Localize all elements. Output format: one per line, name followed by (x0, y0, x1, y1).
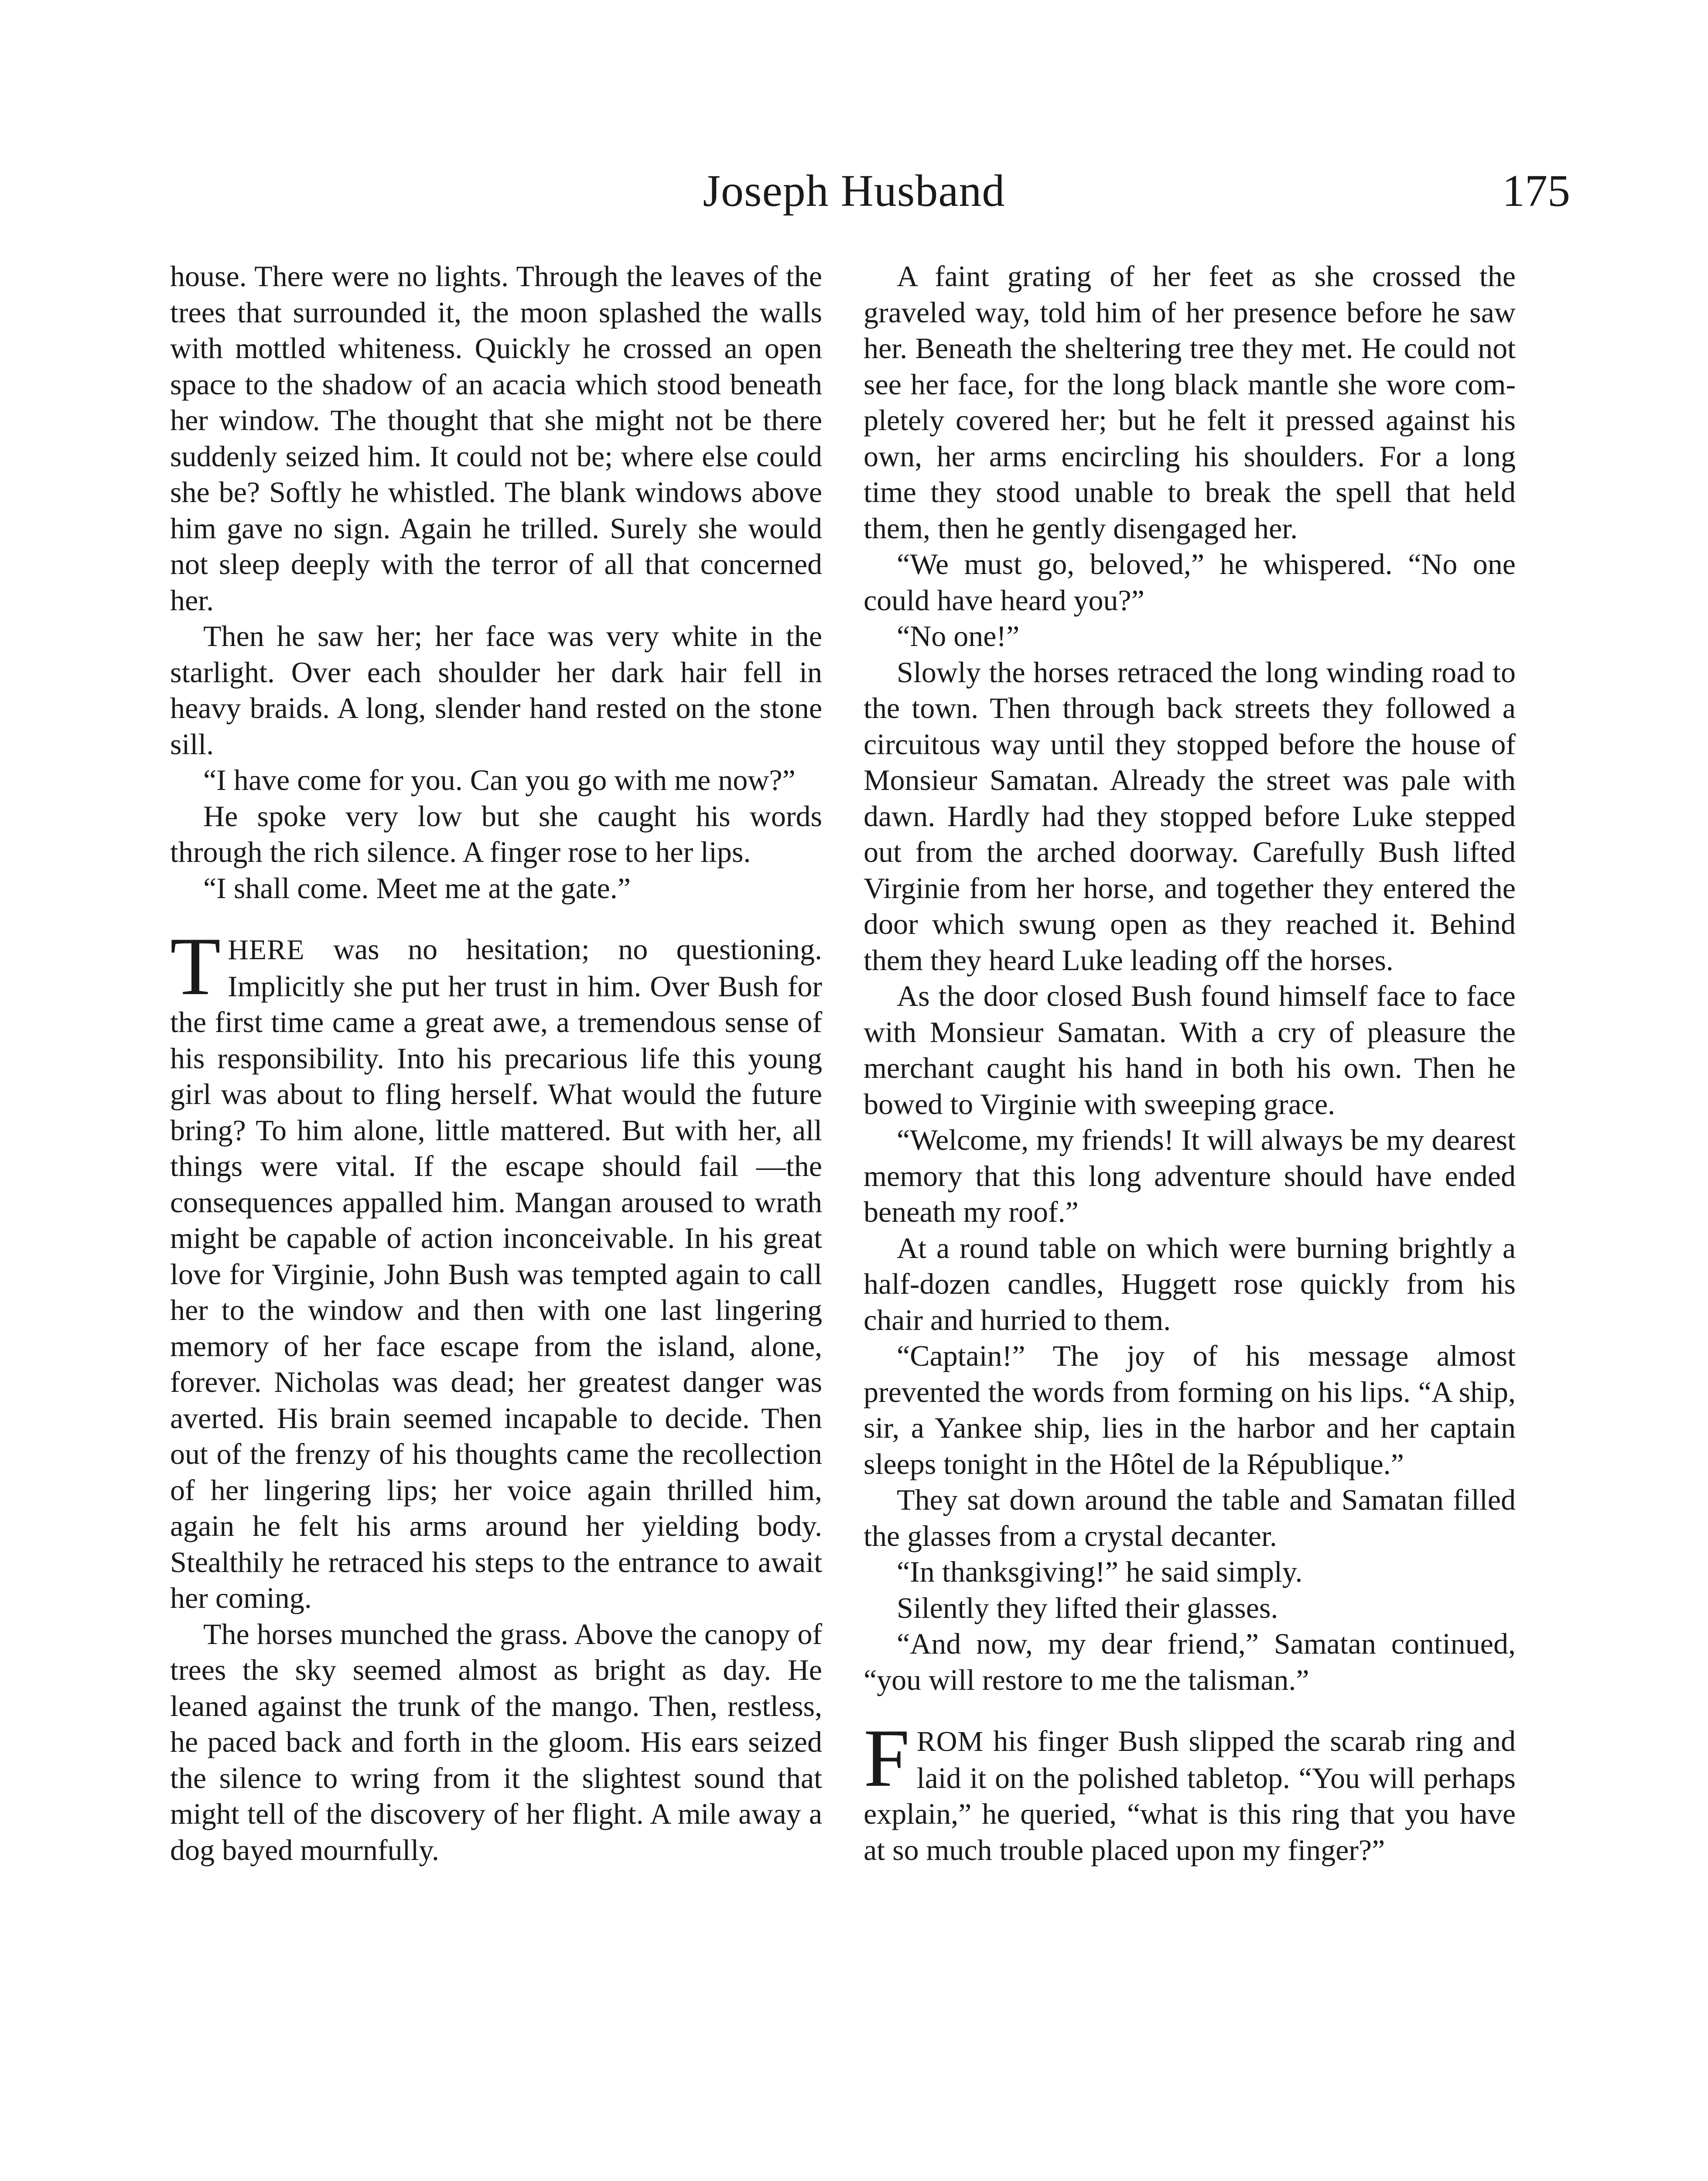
paragraph: They sat down around the table and Samatan filled the glasses from a crystal decanter. (864, 1483, 1516, 1552)
paragraph: Silently they lifted their glasses. (897, 1591, 1278, 1624)
paragraph: “Welcome, my friends! It will always be my dearest memory that this long adventure should have ended beneath my roof.” (864, 1123, 1516, 1228)
paragraph: He spoke very low but she caught his words through the rich silence. A finger rose to her lips. (170, 799, 822, 868)
paragraph: Slowly the horses retraced the long winding road to the town. Then through back streets they followed a circuitous way until they stopped before the house of Monsieur Samatan. Already the street was pale with dawn. Hardly had they stopped before Luke stepped out from the arched doorway. Carefully Bush lifted Virginie from her horse, and together they entered the door which swung open as they reached it. Behind them they heard Luke leading off the horses. (864, 655, 1516, 977)
paragraph-text: his finger Bush slipped the scarab ring and laid it on the polished tabletop. “You will perhaps explain,” he queried, “what is this ring that you have at so much trouble placed upon my finger?” (864, 1724, 1516, 1866)
paragraph: “In thanksgiving!” he said simply. (897, 1555, 1303, 1588)
paragraph: At a round table on which were burning brightly a half-dozen candles, Huggett rose quickly from his chair and hurried to them. (864, 1231, 1516, 1337)
section-opening-paragraph (864, 1713, 1516, 1868)
paragraph: The horses munched the grass. Above the canopy of trees the sky seemed almost as bright as day. He leaned against the trunk of the mango. Then, restless, he paced back and forth in the gloom. His ears seized the silence to wring from it the slightest sound that might tell of the discovery of her flight. A mile away a dog bayed mournfully. (170, 1617, 822, 1866)
running-title: Joseph Husband (703, 166, 1005, 216)
paragraph-text: was no hesitation; no questioning. Implicitly she put her trust in him. Over Bush for the first time came a great awe, a tremendous sense of his responsibility. Into his precarious life this young girl was about to fling herself. What would the future bring? To him alone, little mattered. But with her, all things were vital. If the escape should fail —the consequences appalled him. Mangan aroused to wrath might be capable of action inconceivable. In his great love for Virginie, John Bush was tempted again to call her to the window and then with one last lingering memory of her face escape from the island, alone, forever. Nicholas was dead; her greatest danger was averted. His brain seemed incapable to decide. Then out of the frenzy of his thoughts came the recollection of her lingering lips; her voice again thrilled him, again he felt his arms around her yielding body. Stealthily he retraced his steps to the entrance to await her coming. (170, 933, 822, 1614)
small-caps-lead: HERE (228, 934, 305, 966)
right-column (864, 258, 1516, 1868)
paragraph: house. There were no lights. Through the leaves of the trees that surrounded it, the moon splashed the walls with mottled whiteness. Quickly he crossed an open space to the shadow of an acacia which stood beneath her window. The thought that she might not be there suddenly seized him. It could not be; where else could she be? Softly he whistled. The blank windows above him gave no sign. Again he trilled. Surely she would not sleep deeply with the terror of all that concerned her. (170, 260, 822, 617)
drop-cap: F (864, 1713, 910, 1804)
section-opening-paragraph (170, 921, 822, 1616)
left-column (170, 258, 822, 1868)
drop-cap: T (170, 921, 221, 1012)
paragraph: As the door closed Bush found himself face to face with Monsieur Samatan. With a cry of pleasure the merchant caught his hand in both his own. Then he bowed to Virginie with sweeping grace. (864, 979, 1516, 1121)
paragraph: “And now, my dear friend,” Samatan continued, “you will restore to me the talisman.” (864, 1627, 1516, 1696)
paragraph: “I have come for you. Can you go with me now?” (203, 763, 796, 797)
paragraph: A faint grating of her feet as she crossed the graveled way, told him of her presence before he saw her. Beneath the sheltering tree they met. He could not see her face, for the long black mantle she wore completely covered her; but he felt it pressed against his own, her arms encircling his shoulders. For a long time they stood unable to break the spell that held them, then he gently disengaged her. (864, 260, 1516, 545)
paragraph: “No one!” (897, 619, 1020, 653)
paragraph: “We must go, beloved,” he whispered. “No one could have heard you?” (864, 547, 1516, 617)
paragraph: “I shall come. Meet me at the gate.” (203, 871, 631, 905)
page-number: 175 (1502, 166, 1570, 216)
small-caps-lead: ROM (916, 1726, 984, 1757)
paragraph: Then he saw her; her face was very white in the starlight. Over each shoulder her dark hair fell in heavy braids. A long, slender hand rested on the stone sill. (170, 619, 822, 761)
paragraph: “Captain!” The joy of his message almost prevented the words from forming on his lips. “A ship, sir, a Yankee ship, lies in the harbor and her captain sleeps tonight in the Hôtel de la République.” (864, 1339, 1516, 1480)
